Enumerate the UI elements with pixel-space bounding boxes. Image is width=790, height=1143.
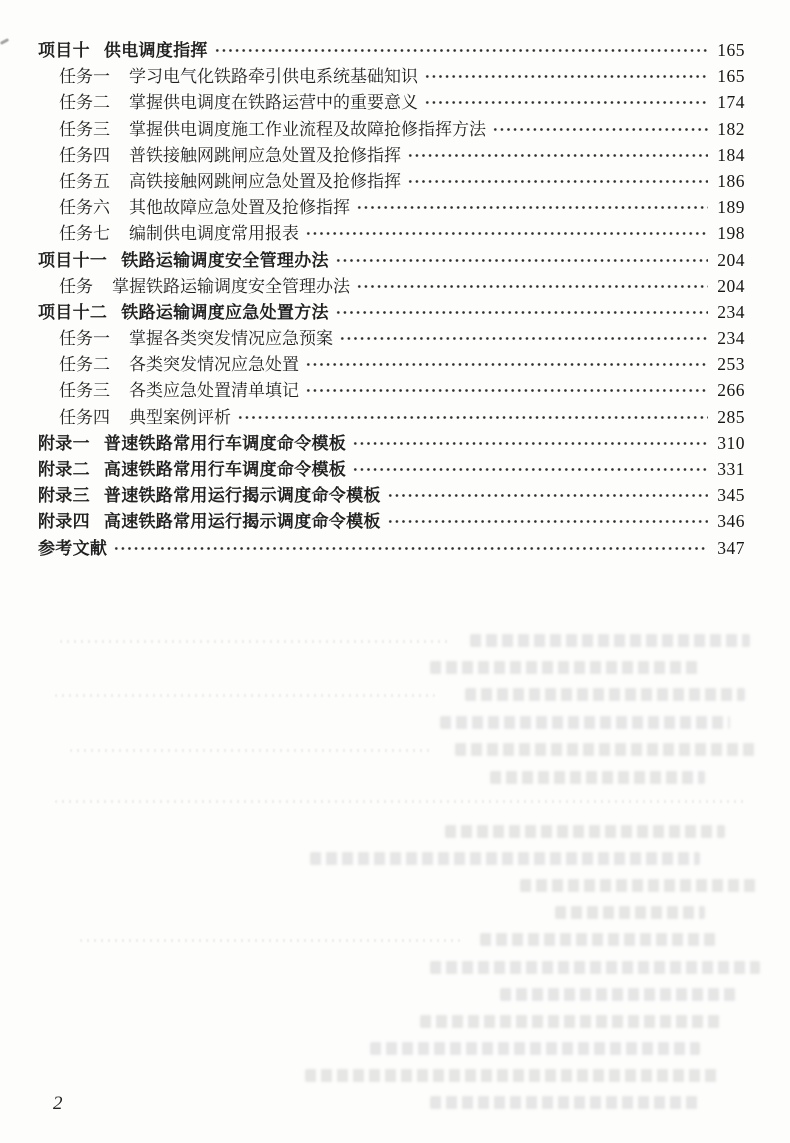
dot-leader — [406, 176, 708, 187]
toc-entry-title: 掌握供电调度在铁路运营中的重要意义 — [129, 93, 418, 113]
toc-entry-label: 任务四 — [59, 407, 110, 427]
toc-entry-task — [38, 194, 745, 220]
dot-leader — [386, 516, 708, 527]
dot-leader — [351, 464, 708, 475]
toc-entry-appendix-3 — [38, 482, 745, 508]
toc-entry-title: 普铁接触网跳闸应急处置及抢修指挥 — [129, 145, 401, 165]
page-number-footer: 2 — [53, 1093, 63, 1114]
toc-entry-title: 学习电气化铁路牵引供电系统基础知识 — [129, 67, 418, 87]
dot-leader — [355, 281, 708, 292]
toc-entry-page: 234 — [717, 328, 745, 349]
toc-entry-project-11 — [38, 247, 745, 273]
toc-entry-page: 346 — [717, 511, 745, 532]
toc-entry-label: 任务三 — [59, 381, 110, 401]
toc-entry-title: 其他故障应急处置及抢修指挥 — [129, 198, 350, 218]
toc-entry-page: 285 — [717, 406, 745, 427]
toc-entry-page: 347 — [717, 537, 745, 558]
toc-entry-page: 234 — [717, 301, 745, 322]
toc-entry-label: 任务七 — [59, 224, 110, 244]
toc-entry-title: 编制供电调度常用报表 — [129, 224, 299, 244]
toc-entry-label: 任务三 — [59, 119, 110, 139]
toc-entry-page: 186 — [717, 170, 745, 191]
toc-entry-task — [38, 116, 745, 142]
toc-entry-page: 310 — [717, 432, 745, 453]
toc-entry-page: 204 — [717, 275, 745, 296]
toc-entry-page: 253 — [717, 354, 745, 375]
dot-leader — [338, 333, 708, 344]
toc-entry-title: 掌握供电调度施工作业流程及故障抢修指挥方法 — [129, 119, 486, 139]
toc-entry-label: 任务五 — [59, 171, 110, 191]
toc-entry-project-12 — [38, 299, 745, 325]
toc-entry-page: 331 — [717, 459, 745, 479]
dot-leader — [236, 412, 708, 423]
toc-entry-page: 165 — [717, 40, 745, 60]
toc-entry-page: 174 — [717, 92, 745, 113]
toc-entry-label: 任务二 — [59, 93, 110, 113]
dot-leader — [112, 543, 708, 554]
toc-entry-label: 任务二 — [59, 355, 110, 375]
toc-entry-label: 项目十 — [38, 41, 90, 60]
toc-entry-title: 高速铁路常用行车调度命令模板 — [103, 460, 347, 479]
toc-entry-label: 任务四 — [59, 145, 110, 165]
table-of-contents — [38, 37, 745, 561]
toc-entry-task — [38, 404, 745, 430]
dot-leader — [334, 255, 708, 266]
toc-entry-page: 182 — [717, 118, 745, 139]
toc-entry-label: 任务一 — [59, 67, 110, 87]
toc-entry-page: 184 — [717, 144, 745, 165]
toc-entry-page: 204 — [717, 249, 745, 270]
dot-leader — [304, 359, 708, 370]
toc-entry-title: 各类突发情况应急处置 — [129, 355, 299, 375]
toc-entry-label: 项目十一 — [38, 250, 108, 270]
toc-entry-title: 参考文献 — [38, 538, 108, 558]
toc-entry-title: 铁路运输调度应急处置方法 — [121, 302, 329, 322]
toc-entry-appendix-1 — [38, 430, 745, 456]
toc-entry-project-10 — [38, 37, 745, 63]
dot-leader — [491, 124, 708, 135]
toc-entry-title: 供电调度指挥 — [103, 41, 208, 60]
toc-entry-task — [38, 168, 745, 194]
toc-entry-page: 198 — [717, 223, 745, 244]
toc-entry-title: 掌握铁路运输调度安全管理办法 — [112, 276, 350, 296]
dot-leader — [355, 202, 708, 213]
toc-entry-page: 266 — [717, 380, 745, 401]
toc-entry-title: 普速铁路常用运行揭示调度命令模板 — [103, 486, 381, 506]
toc-entry-label: 任务六 — [59, 198, 110, 218]
toc-entry-task — [38, 351, 745, 377]
toc-entry-task — [38, 220, 745, 246]
toc-entry-page: 345 — [717, 485, 745, 506]
toc-entry-appendix-2 — [38, 456, 745, 482]
toc-entry-title: 掌握各类突发情况应急预案 — [129, 329, 333, 349]
dot-leader — [304, 385, 708, 396]
toc-entry-task — [38, 325, 745, 351]
dot-leader — [351, 438, 708, 449]
toc-entry-page: 165 — [717, 66, 745, 87]
dot-leader — [334, 307, 708, 318]
toc-entry-title: 典型案例评析 — [129, 407, 231, 427]
toc-entry-appendix-4 — [38, 508, 745, 534]
toc-entry-task — [38, 63, 745, 89]
toc-entry-label: 任务一 — [59, 329, 110, 349]
toc-entry-page: 189 — [717, 197, 745, 218]
toc-entry-title: 普速铁路常用行车调度命令模板 — [103, 433, 347, 453]
dot-leader — [406, 150, 708, 161]
toc-entry-title: 高铁接触网跳闸应急处置及抢修指挥 — [129, 171, 401, 191]
toc-entry-task — [38, 142, 745, 168]
dot-leader — [304, 228, 708, 239]
toc-entry-label: 附录一 — [38, 433, 90, 453]
toc-entry-title: 高速铁路常用运行揭示调度命令模板 — [103, 512, 381, 532]
dot-leader — [386, 490, 708, 501]
toc-entry-task — [38, 273, 745, 299]
scan-artifact — [0, 38, 9, 45]
toc-entry-title: 铁路运输调度安全管理办法 — [121, 250, 329, 270]
toc-entry-task — [38, 377, 745, 403]
toc-entry-label: 附录三 — [38, 486, 90, 506]
toc-entry-label: 项目十二 — [38, 302, 108, 322]
toc-entry-label: 附录四 — [38, 512, 90, 532]
toc-entry-title: 各类应急处置清单填记 — [129, 381, 299, 401]
toc-entry-task — [38, 89, 745, 115]
dot-leader — [423, 97, 708, 108]
dot-leader — [213, 45, 708, 56]
toc-entry-label: 任务 — [59, 276, 93, 296]
toc-entry-references — [38, 535, 745, 561]
dot-leader — [423, 71, 708, 82]
toc-entry-label: 附录二 — [38, 460, 90, 479]
